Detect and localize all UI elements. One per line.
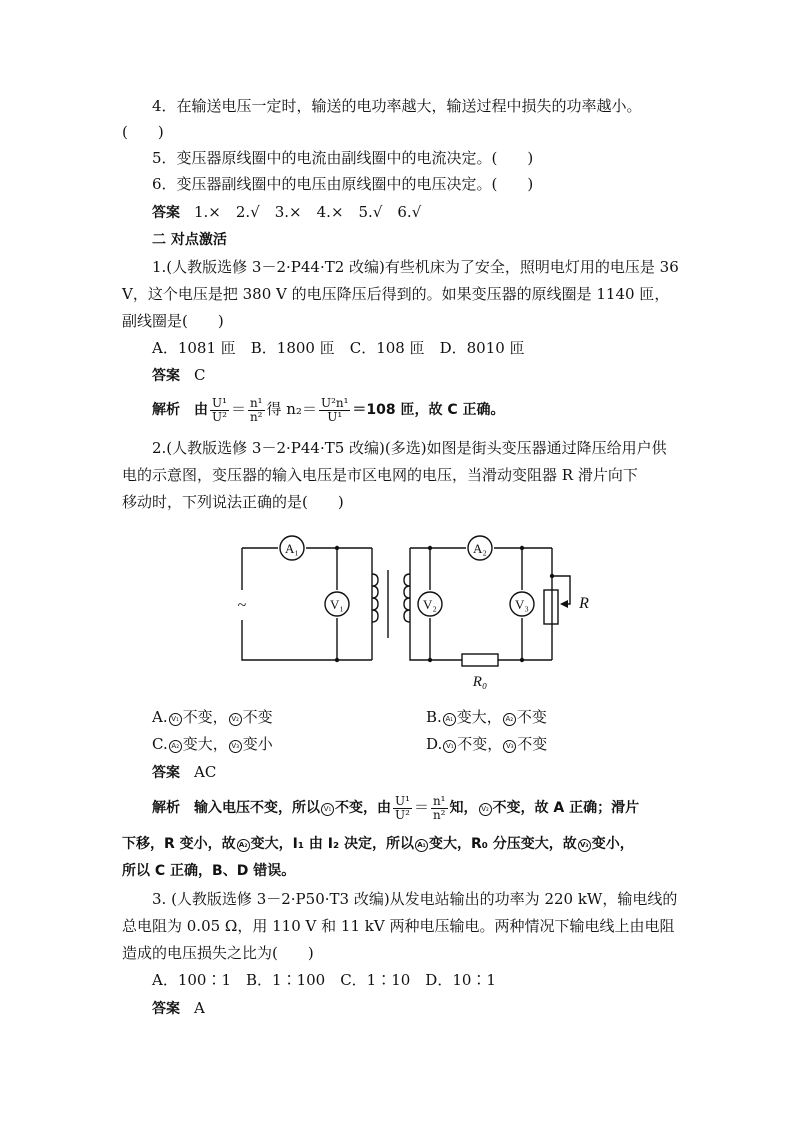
explain-text: 变大，I₁ 由 I₂ 决定，所以	[250, 836, 414, 852]
p2-line3: 移动时，下列说法正确的是( )	[122, 493, 344, 511]
p2-option-d	[426, 734, 547, 754]
label-a1: A₁	[285, 541, 299, 556]
explain-pre: 由	[194, 402, 208, 418]
answer-value: A	[194, 999, 205, 1017]
option-prefix: C.	[152, 735, 168, 753]
explain-label: 解析	[152, 800, 180, 816]
option-text: 不变	[242, 708, 273, 726]
frac-num: U²n¹	[320, 395, 349, 410]
p2-explain-line1	[152, 791, 639, 824]
p2-option-a	[152, 707, 273, 727]
frac-den: U²	[395, 807, 410, 822]
explain-label: 解析	[152, 402, 180, 418]
meter-icon: V₃	[229, 740, 242, 753]
item-4: 4．在输送电压一定时，输送的电功率越大，输送过程中损失的功率越小。	[152, 97, 642, 115]
answer-label: 答案	[152, 765, 180, 781]
label-r0: R₀	[472, 674, 488, 690]
slider-arrow	[560, 600, 568, 608]
frac-den: U²	[212, 409, 227, 424]
p2-explain-line3: 所以 C 正确，B、D 错误。	[122, 863, 296, 879]
item-6: 6．变压器副线圈中的电压由原线圈中的电压决定。( )	[152, 175, 534, 193]
label-v2: V₂	[423, 597, 437, 612]
meter-icon: A₁	[443, 713, 456, 726]
fraction-u2n1-u1	[319, 397, 350, 424]
frac-num: U¹	[212, 395, 227, 410]
option-text: 变小	[242, 735, 273, 753]
meter-icon: V₁	[321, 803, 334, 816]
explain-mid: 得 n₂＝	[266, 400, 317, 418]
option-text: 不变	[516, 708, 547, 726]
explain-text: 知，	[449, 800, 478, 816]
explain-text: 变大，R₀ 分压变大，故	[428, 836, 577, 852]
transformer-circuit-diagram	[232, 526, 612, 696]
meter-icon: A₁	[415, 839, 428, 852]
meter-icon: V₂	[229, 713, 242, 726]
p1-line2: V，这个电压是把 380 V 的电压降压后得到的。如果变压器的原线圈是 1140 匝，	[122, 285, 670, 303]
answer-text: 1.× 2.√ 3.× 4.× 5.√ 6.√	[194, 203, 422, 221]
label-r: R	[579, 595, 589, 612]
meter-icon: V₃	[578, 839, 591, 852]
label-v3: V₃	[515, 597, 529, 612]
meter-icon: A₂	[169, 740, 182, 753]
meter-icon: A₂	[503, 713, 516, 726]
meter-icon: V₃	[503, 740, 516, 753]
p1-explain	[152, 393, 505, 426]
item-4-bracket: ( )	[122, 123, 164, 141]
answer-label: 答案	[152, 205, 180, 221]
p3-answer	[152, 998, 205, 1019]
fraction-u1-u2	[210, 397, 229, 424]
option-prefix: D.	[426, 735, 443, 753]
p2-line1: 2.(人教版选修 3－2·P44·T5 改编)(多选)如图是街头变压器通过降压给用户供	[152, 439, 667, 457]
frac-den: U¹	[327, 409, 343, 424]
explain-text: 输入电压不变，所以	[194, 800, 320, 816]
p2-option-b	[426, 707, 547, 727]
p1-options: A．1081 匝 B．1800 匝 C．108 匝 D．8010 匝	[152, 339, 525, 357]
p2-answer	[152, 762, 216, 783]
p3-line2: 总电阻为 0.05 Ω，用 110 V 和 11 kV 两种电压输电。两种情况下输电线上由电阻	[122, 917, 675, 935]
option-prefix: A.	[152, 708, 168, 726]
p2-option-c	[152, 734, 273, 754]
rheostat-r	[544, 590, 558, 624]
p3-line1: 3. (人教版选修 3－2·P50·T3 改编)从发电站输出的功率为 220 kW，输电线的	[152, 890, 678, 908]
label-a2: A₂	[473, 541, 487, 556]
fraction-n1-n2	[431, 795, 448, 822]
p1-answer	[152, 365, 205, 386]
answers-1	[152, 202, 421, 223]
p3-line3: 造成的电压损失之比为( )	[122, 944, 314, 962]
option-text: 不变	[517, 735, 548, 753]
meter-icon: A₂	[237, 839, 250, 852]
answer-label: 答案	[152, 1001, 180, 1017]
equals: ＝	[230, 400, 246, 418]
answer-label: 答案	[152, 368, 180, 384]
p1-line1: 1.(人教版选修 3－2·P44·T2 改编)有些机床为了安全，照明电灯用的电压是 36	[152, 258, 679, 276]
explain-text: 变小，	[591, 836, 634, 852]
frac-num: U¹	[395, 793, 410, 808]
answer-value: C	[194, 366, 206, 384]
option-text: 变大，	[182, 735, 228, 753]
label-v1: V₁	[330, 597, 344, 612]
p2-line2: 电的示意图，变压器的输入电压是市区电网的电压，当滑动变阻器 R 滑片向下	[122, 466, 638, 484]
option-text: 不变，	[457, 735, 503, 753]
frac-den: n²	[432, 807, 446, 822]
equals: ＝	[413, 798, 429, 816]
option-text: 变大，	[456, 708, 502, 726]
frac-num: n¹	[432, 793, 446, 808]
frac-den: n²	[249, 409, 263, 424]
meter-icon: V₁	[169, 713, 182, 726]
p3-options: A．100∶1 B．1∶100 C．1∶10 D．10∶1	[152, 971, 496, 989]
ac-source-icon: ~	[237, 597, 247, 614]
p1-line3: 副线圈是( )	[122, 312, 224, 330]
meter-icon: V₂	[479, 803, 492, 816]
fraction-n1-n2	[248, 397, 265, 424]
p2-explain-line2	[122, 834, 634, 854]
resistor-r0	[462, 654, 498, 666]
option-prefix: B.	[426, 708, 442, 726]
explain-text: 不变，故 A 正确；滑片	[492, 800, 640, 816]
option-text: 不变，	[182, 708, 228, 726]
fraction-u1-u2	[393, 795, 412, 822]
explain-post: ＝108 匝，故 C 正确。	[352, 402, 505, 418]
answer-value: AC	[194, 763, 217, 781]
section-heading: 二 对点激活	[152, 232, 227, 248]
item-5: 5．变压器原线圈中的电流由副线圈中的电流决定。( )	[152, 149, 534, 167]
meter-icon: V₁	[443, 740, 456, 753]
frac-num: n¹	[249, 395, 263, 410]
explain-text: 下移，R 变小，故	[122, 836, 236, 852]
explain-text: 不变，由	[335, 800, 391, 816]
